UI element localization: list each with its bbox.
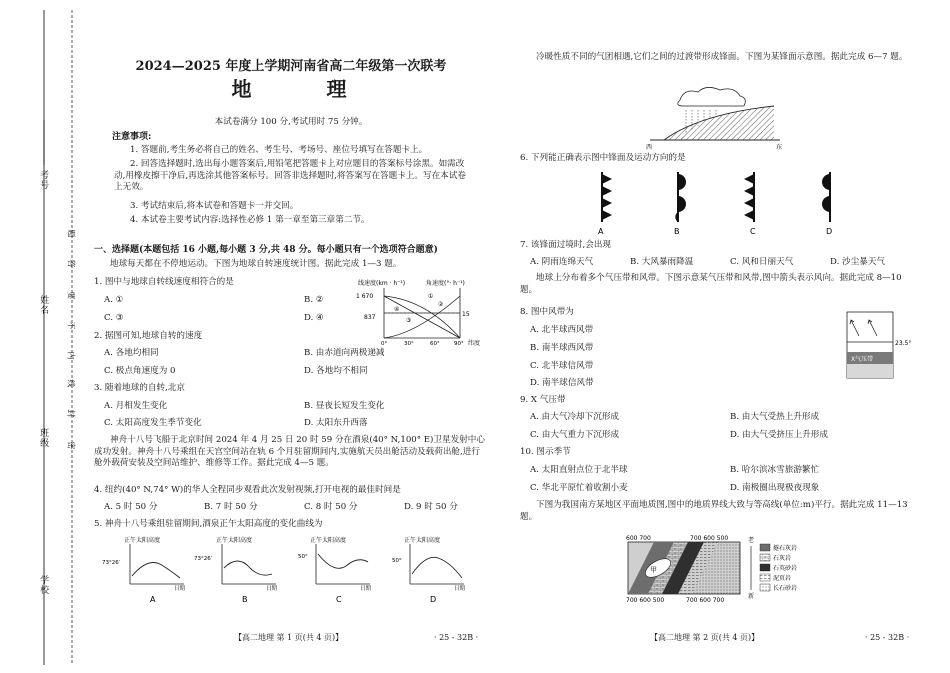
svg-text:日期: 日期 (266, 586, 278, 592)
q6-stem: 6. 下列能正确表示图中锋面及运动方向的是 (520, 153, 686, 163)
q10-stem: 10. 图示季节 (520, 447, 571, 457)
front-diagram (640, 84, 790, 150)
q2-stem: 2. 据图可知,地球自转的速度 (94, 331, 203, 341)
q8-option-b[interactable]: B. 南半球西风带 (530, 343, 594, 353)
svg-text:B: B (674, 227, 680, 236)
svg-text:日期: 日期 (454, 586, 466, 592)
q4-option-c[interactable]: C. 8 时 50 分 (304, 502, 358, 512)
q4-stem: 4. 纽约(40° N,74° W)的华人全程同步观看此次发射视频,打开电视的最佳时间是 (94, 485, 401, 495)
q3-option-a[interactable]: A. 月相发生变化 (104, 401, 168, 411)
svg-text:700 600 500: 700 600 500 (626, 597, 665, 604)
x-tick: 60° (430, 341, 440, 346)
curve-label: ① (428, 293, 434, 300)
q8-option-c[interactable]: C. 北半球信风带 (530, 361, 594, 371)
section-1-heading: 一、选择题(本题包括 16 小题,每小题 3 分,共 48 分。每小题只有一个选项符合题意) (94, 245, 438, 255)
q5-graph-a[interactable] (102, 536, 186, 604)
q1-option-a[interactable]: A. ① (104, 295, 124, 305)
svg-text:50°: 50° (298, 554, 308, 560)
seal-char: 封 (66, 409, 76, 418)
x-tick: 30° (404, 341, 414, 346)
svg-text:C: C (336, 595, 342, 604)
q7-option-a[interactable]: A. 阴雨连绵天气 (530, 257, 594, 267)
q2-option-b[interactable]: B. 由赤道向两极递减 (304, 348, 385, 358)
seal-char: 要 (66, 291, 76, 300)
svg-text:700 600 700: 700 600 700 (686, 597, 725, 604)
footer-code-2: · 25 - 32B · (865, 633, 910, 642)
new-label: 新 (748, 593, 755, 600)
curve-label: ② (438, 301, 444, 308)
seal-char: 题 (66, 229, 76, 238)
seal-char: 线 (66, 379, 76, 388)
q7-stem: 7. 该锋面过境时,会出现 (520, 240, 612, 250)
y-tick: 837 (364, 314, 376, 321)
name-label: 姓名 (38, 295, 49, 315)
svg-text:A: A (150, 595, 156, 604)
footer-page-2: 【高二地理 第 2 页(共 4 页)】 (650, 633, 760, 642)
q9-option-b[interactable]: B. 由大气受热上升形成 (730, 412, 820, 422)
wind-belt-diagram (845, 310, 920, 385)
q6-option-d[interactable] (822, 172, 832, 236)
q5-graph-b[interactable] (194, 536, 278, 604)
svg-text:泥页岩: 泥页岩 (773, 575, 792, 582)
q2-option-a[interactable]: A. 各地均相同 (104, 348, 159, 358)
svg-text:石灰岩: 石灰岩 (773, 555, 792, 562)
q4-option-b[interactable]: B. 7 时 50 分 (204, 502, 258, 512)
svg-text:日期: 日期 (360, 586, 372, 592)
place-jia: 甲 (650, 566, 657, 574)
note-item: 3. 考试结束后,将本试卷和答题卡一并交回。 (130, 201, 299, 211)
cloud-icon (678, 87, 746, 106)
seal-char: 不 (66, 321, 76, 330)
svg-text:D: D (430, 595, 437, 604)
y-tick: 1 670 (356, 293, 374, 300)
seal-char: 答 (66, 259, 76, 268)
svg-text:73°26′: 73°26′ (102, 560, 120, 566)
q6-option-c[interactable] (744, 172, 756, 236)
svg-text:正午太阳高度: 正午太阳高度 (404, 537, 441, 544)
intro-1-3: 地球每天都在不停地运动。下图为地球自转速度统计图。据此完成 1—3 题。 (110, 259, 402, 269)
q5-graph-c[interactable] (298, 536, 372, 604)
q6-front-symbols (580, 166, 870, 238)
svg-text:D: D (826, 227, 833, 236)
belt-label: X气压带 (851, 356, 874, 363)
geological-map (624, 532, 854, 604)
q9-option-a[interactable]: A. 由大气冷却下沉形成 (530, 412, 620, 422)
school-label: 学校 (38, 575, 49, 595)
y-left-label: 线速度(km · h⁻¹) (358, 280, 406, 287)
q10-option-b[interactable]: B. 哈尔滨冰雪旅游繁忙 (730, 465, 820, 475)
svg-text:A: A (598, 227, 604, 236)
x-tick: 90° (454, 341, 464, 346)
svg-text:600 700: 600 700 (626, 535, 651, 542)
exam-title: 2024—2025 年度上学期河南省高二年级第一次联考 (135, 59, 447, 74)
q2-option-d[interactable]: D. 各地均不相同 (304, 366, 368, 376)
exam-no-label: 考号 (38, 170, 49, 190)
notes-heading: 注意事项: (112, 132, 152, 142)
q7-option-b[interactable]: B. 大风暴雨降温 (630, 257, 694, 267)
svg-text:正午太阳高度: 正午太阳高度 (310, 537, 347, 544)
q6-option-a[interactable] (598, 172, 612, 236)
curve-3 (384, 296, 460, 338)
svg-text:B: B (242, 595, 248, 604)
right-tick: 15 (462, 311, 470, 318)
q5-stem: 5. 神舟十八号乘组驻留期间,酒泉正午太阳高度的变化曲线为 (94, 519, 323, 529)
x-label: 纬度 (468, 340, 481, 346)
seal-char: 密 (66, 441, 76, 450)
svg-text:正午太阳高度: 正午太阳高度 (124, 537, 161, 544)
q8-option-a[interactable]: A. 北半球西风带 (530, 325, 594, 335)
svg-text:C: C (750, 227, 756, 236)
east-label: 东 (776, 144, 783, 150)
q3-option-c[interactable]: C. 太阳高度发生季节变化 (104, 418, 202, 428)
q2-option-c[interactable]: C. 极点角速度为 0 (104, 366, 176, 376)
intro-4-5: 神舟十八号飞船于北京时间 2024 年 4 月 25 日 20 时 59 分在酒泉(40° N,100° E)卫星发射中心成功发射。神舟十八号乘组在天宫空间站在轨 6 个月驻留期间内,实施航天员出舱活动及载荷出舱,进行舱外载荷安装及空间站维护、维修等工作。据此完成 4—5 题。 (94, 435, 485, 469)
svg-text:50°: 50° (392, 558, 402, 564)
svg-text:日期: 日期 (174, 586, 186, 592)
binding-lines (0, 0, 80, 673)
footer-code-1: · 25 - 32B · (434, 633, 479, 642)
latitude-label: 23.5° (895, 340, 912, 347)
note-item: 1. 答题前,考生务必将自己的姓名、考生号、考场号、座位号填写在答题卡上。 (130, 145, 428, 155)
svg-text:长石砂岩: 长石砂岩 (773, 585, 798, 592)
svg-text:燧石灰岩: 燧石灰岩 (773, 545, 798, 552)
svg-text:石英砂岩: 石英砂岩 (773, 565, 798, 572)
q3-stem: 3. 随着地球的自转,北京 (94, 383, 186, 393)
q7-option-c[interactable]: C. 风和日丽天气 (730, 257, 794, 267)
rotation-speed-chart (356, 276, 486, 346)
page-1 (94, 0, 488, 673)
old-label: 老 (748, 537, 755, 544)
geo-legend (760, 544, 797, 592)
q9-option-d[interactable]: D. 由大气受挤压上升形成 (730, 430, 828, 440)
intro-11-13: 下图为我国南方某地区平面地质图,图中的地质界线大致与等高线(单位:m)平行。据此完成 11—13 题。 (520, 500, 908, 522)
class-label: 班级 (38, 428, 49, 448)
seal-char: 内 (66, 351, 76, 360)
curve-label: ④ (394, 306, 400, 313)
q5-graph-d[interactable] (392, 536, 466, 604)
q10-option-a[interactable]: A. 太阳直射点位于北半球 (530, 465, 628, 475)
q3-option-b[interactable]: B. 昼夜长短发生变化 (304, 401, 385, 411)
intro-6-7: 冷暖性质不同的气团相遇,它们之间的过渡带形成锋面。下图为某锋面示意图。据此完成 6—7 题。 (536, 52, 908, 62)
subject-title: 地 理 (231, 77, 381, 101)
footer-page-1: 【高二地理 第 1 页(共 4 页)】 (234, 633, 344, 642)
exam-info: 本试卷满分 100 分,考试用时 75 分钟。 (214, 117, 368, 127)
q5-graphs (102, 534, 482, 606)
svg-text:73°26′: 73°26′ (194, 556, 212, 562)
q3-option-d[interactable]: D. 太阳东升西落 (304, 418, 368, 428)
q4-option-a[interactable]: A. 5 时 50 分 (104, 502, 158, 512)
q1-option-c[interactable]: C. ③ (104, 313, 124, 323)
svg-text:700 600 500: 700 600 500 (690, 535, 729, 542)
q4-option-d[interactable]: D. 9 时 50 分 (404, 502, 458, 512)
west-label: 西 (646, 144, 653, 150)
q10-option-c[interactable]: C. 华北平原忙着收割小麦 (530, 483, 628, 493)
q1-stem: 1. 图中与地球自转线速度相符合的是 (94, 277, 234, 287)
q8-stem: 8. 图中风带为 (520, 307, 574, 317)
note-item: 2. 回答选择题时,选出每小题答案后,用铅笔把答题卡上对应题目的答案标号涂黑。如需改动,用橡皮擦干净后,再选涂其他答案标号。回答非选择题时,将答案写在答题卡上。写在本试卷上无效。 (114, 159, 466, 193)
q9-stem: 9. X 气压带 (520, 395, 566, 405)
q6-option-b[interactable] (674, 172, 686, 236)
q8-option-d[interactable]: D. 南半球信风带 (530, 378, 594, 388)
svg-text:正午太阳高度: 正午太阳高度 (216, 537, 253, 544)
q10-option-d[interactable]: D. 南极圈出现极夜现象 (730, 483, 820, 493)
q1-option-d[interactable]: D. ④ (304, 313, 324, 323)
q7-option-d[interactable]: D. 沙尘暴天气 (830, 257, 886, 267)
note-item: 4. 本试卷主要考试内容:选择性必修 1 第一章至第三章第二节。 (130, 215, 370, 225)
page-2 (520, 0, 930, 673)
q9-option-c[interactable]: C. 由大气重力下沉形成 (530, 430, 620, 440)
intro-8-10: 地球上分布着多个气压带和风带。下图示意某气压带和风带,图中箭头表示风向。据此完成 8—10 题。 (520, 273, 902, 295)
curve-label: ③ (406, 317, 412, 324)
q1-option-b[interactable]: B. ② (304, 295, 324, 305)
y-right-label: 角速度(°· h⁻¹) (426, 280, 465, 287)
x-tick: 0° (381, 341, 388, 346)
binding-margin (0, 0, 80, 673)
